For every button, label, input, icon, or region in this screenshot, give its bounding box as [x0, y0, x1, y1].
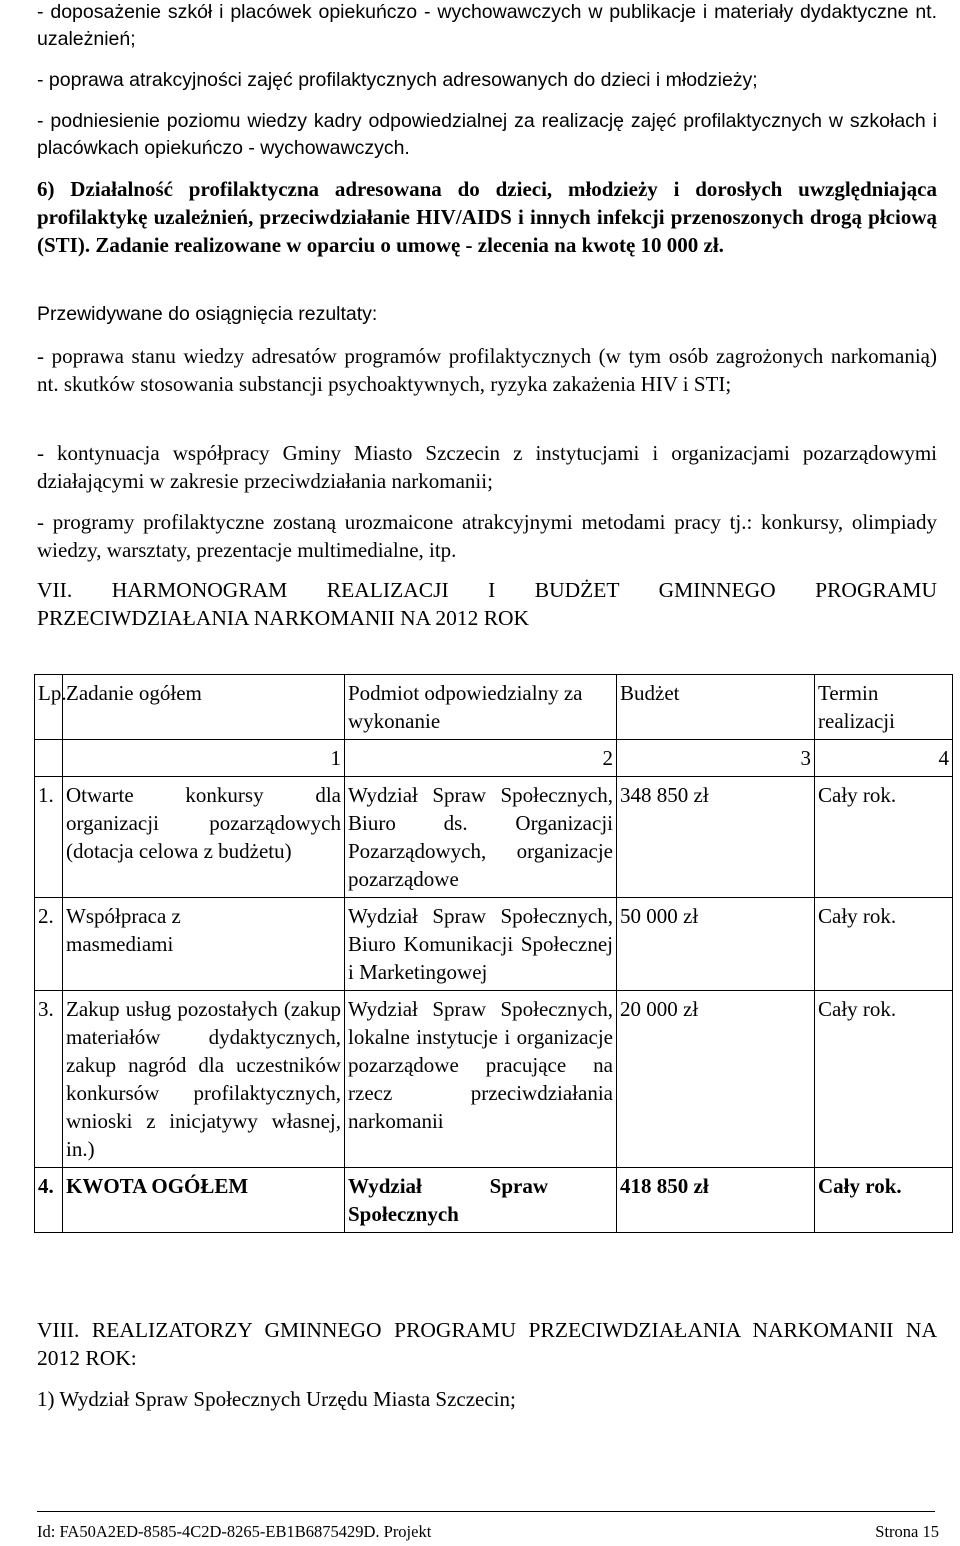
- row-entity: [345, 1168, 617, 1233]
- header-entity: Podmiot odpowiedzialny za wykonanie: [345, 675, 617, 740]
- intro-item-2: - poprawa atrakcyjności zajęć profilaktycznych adresowanych do dzieci i młodzieży;: [37, 69, 758, 91]
- result-item-1: - poprawa stanu wiedzy adresatów programów profilaktycznych (w tym osób zagrożonych narkomanią) nt. skutków stosowania substancji psychoaktywnych, ryzyka zakażenia HIV i STI;: [37, 344, 937, 396]
- section-8-heading: VIII. REALIZATORZY GMINNEGO PROGRAMU PRZECIWDZIAŁANIA NARKOMANII NA 2012 ROK:: [37, 1318, 937, 1370]
- table-row: [35, 898, 953, 991]
- column-number: 4: [815, 740, 953, 777]
- footer-divider: [37, 1511, 935, 1512]
- row-budget: 20 000 zł: [617, 991, 815, 1168]
- row-task: Otwarte konkursy dla organizacji pozarządowych (dotacja celowa z budżetu): [63, 777, 345, 898]
- section-8-item-1: 1) Wydział Spraw Społecznych Urzędu Miasta Szczecin;: [37, 1387, 516, 1411]
- table-header-row: [35, 675, 953, 740]
- row-task-text: Współpraca z masmediami: [66, 904, 181, 956]
- schedule-budget-table: [34, 674, 953, 1233]
- row-lp: 4.: [35, 1168, 63, 1233]
- row-task: [63, 898, 345, 991]
- row-term: Cały rok.: [815, 991, 953, 1168]
- intro-item-1: - doposażenie szkół i placówek opiekuńczo - wychowawczych w publikacje i materiały dydaktyczne nt. uzależnień;: [37, 1, 937, 50]
- task-6-description: 6) Działalność profilaktyczna adresowana do dzieci, młodzieży i dorosłych uwzględniająca profilaktykę uzależnień, przeciwdziałanie HIV/AIDS i innych infekcji przenoszonych drogą płciową (STI). Zadanie realizowane w oparciu o umowę - zlecenia na kwotę 10 000 zł.: [37, 177, 937, 257]
- row-task: Zakup usług pozostałych (zakup materiałów dydaktycznych, zakup nagród dla uczestników konkursów profilaktycznych, wnioski z inicjatywy własnej, in.): [63, 991, 345, 1168]
- result-item-2: - kontynuacja współpracy Gminy Miasto Szczecin z instytucjami i organizacjami pozarządowymi działającymi w zakresie przeciwdziałania narkomanii;: [37, 441, 937, 493]
- table-total-row: [35, 1168, 953, 1233]
- row-entity: Wydział Spraw Społecznych, lokalne instytucje i organizacje pozarządowe pracujące na rzecz przeciwdziałania narkomanii: [345, 991, 617, 1168]
- row-term: Cały rok.: [815, 777, 953, 898]
- table-row: [35, 777, 953, 898]
- row-entity: Wydział Spraw Społecznych, Biuro ds. Organizacji Pozarządowych, organizacje pozarządowe: [345, 777, 617, 898]
- section-7-heading: VII. HARMONOGRAM REALIZACJI I BUDŻET GMINNEGO PROGRAMU PRZECIWDZIAŁANIA NARKOMANII NA 2012 ROK: [37, 578, 937, 630]
- column-number-row: [35, 740, 953, 777]
- results-heading: Przewidywane do osiągnięcia rezultaty:: [37, 303, 378, 325]
- row-task: KWOTA OGÓŁEM: [63, 1168, 345, 1233]
- row-entity: Wydział Spraw Społecznych, Biuro Komunikacji Społecznej i Marketingowej: [345, 898, 617, 991]
- header-task: Zadanie ogółem: [63, 675, 345, 740]
- intro-item-3: - podniesienie poziomu wiedzy kadry odpowiedzialnej za realizację zajęć profilaktycznych w szkołach i placówkach opiekuńczo - wychowawczych.: [37, 110, 937, 159]
- row-budget: 50 000 zł: [617, 898, 815, 991]
- result-item-3: - programy profilaktyczne zostaną urozmaicone atrakcyjnymi metodami pracy tj.: konkursy, olimpiady wiedzy, warsztaty, prezentacje multimedialne, itp.: [37, 510, 937, 562]
- row-budget: 348 850 zł: [617, 777, 815, 898]
- table-row: [35, 991, 953, 1168]
- row-term: Cały rok.: [815, 1168, 953, 1233]
- column-number: 3: [617, 740, 815, 777]
- header-lp: Lp.: [35, 675, 63, 740]
- document-id: Id: FA50A2ED-8585-4C2D-8265-EB1B6875429D. Projekt: [37, 1522, 432, 1541]
- page-footer: [37, 1522, 939, 1542]
- row-lp: 2.: [35, 898, 63, 991]
- column-number: 1: [63, 740, 345, 777]
- row-lp: 3.: [35, 991, 63, 1168]
- row-lp: 1.: [35, 777, 63, 898]
- row-term: Cały rok.: [815, 898, 953, 991]
- page-number: Strona 15: [875, 1522, 939, 1541]
- row-entity-text: Wydział Spraw Społecznych: [348, 1174, 548, 1226]
- header-budget: Budżet: [617, 675, 815, 740]
- column-number: 2: [345, 740, 617, 777]
- row-budget: 418 850 zł: [617, 1168, 815, 1233]
- header-term: Termin realizacji: [815, 675, 953, 740]
